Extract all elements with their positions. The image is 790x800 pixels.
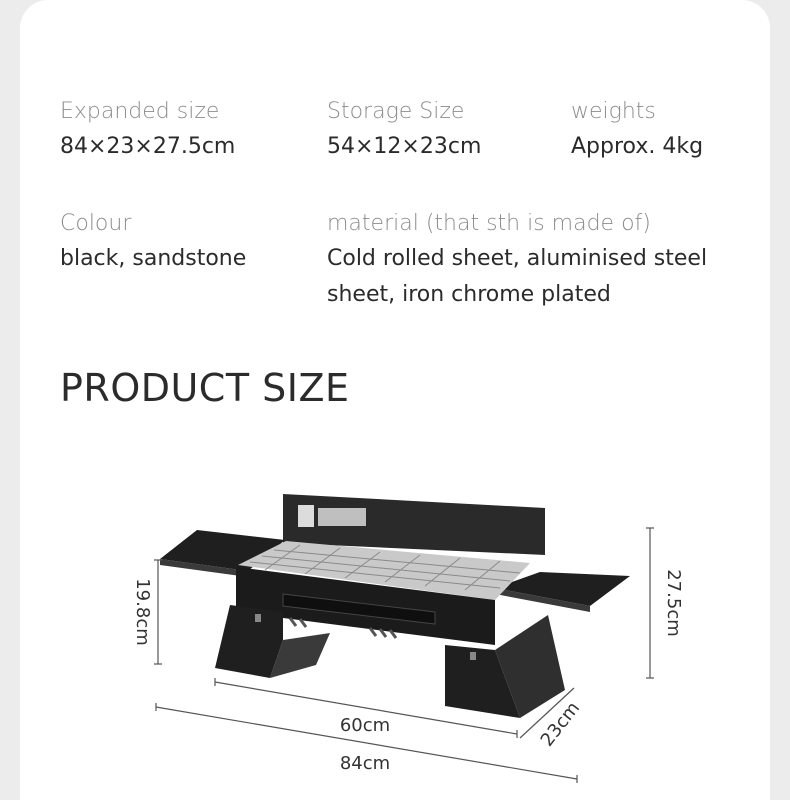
product-size-figure [0, 470, 790, 790]
spec-value: Cold rolled sheet, aluminised steel sheet, iron chrome plated [327, 246, 708, 307]
dim-length-inner: 60cm [339, 715, 391, 736]
spec-label: Expanded size [60, 99, 220, 124]
spec-storage-size [327, 97, 481, 165]
spec-value: 84×23×27.5cm [60, 134, 236, 159]
dim-height-body: 19.8cm [132, 578, 153, 646]
dim-depth: 23cm [536, 698, 585, 751]
spec-material [327, 209, 747, 313]
spec-value: Approx. 4kg [571, 134, 704, 159]
spec-label: Storage Size [327, 99, 465, 124]
spec-colour [60, 209, 246, 277]
spec-value: black, sandstone [60, 246, 247, 271]
spec-label: Colour [60, 211, 132, 236]
section-heading: PRODUCT SIZE [60, 366, 350, 410]
spec-value: 54×12×23cm [327, 134, 482, 159]
spec-label: material (that sth is made of) [327, 211, 651, 236]
spec-expanded-size [60, 97, 235, 165]
dim-length-total: 84cm [339, 753, 391, 774]
dim-height-total: 27.5cm [663, 569, 684, 637]
spec-label: weights [571, 99, 656, 124]
spec-weights [571, 97, 703, 165]
